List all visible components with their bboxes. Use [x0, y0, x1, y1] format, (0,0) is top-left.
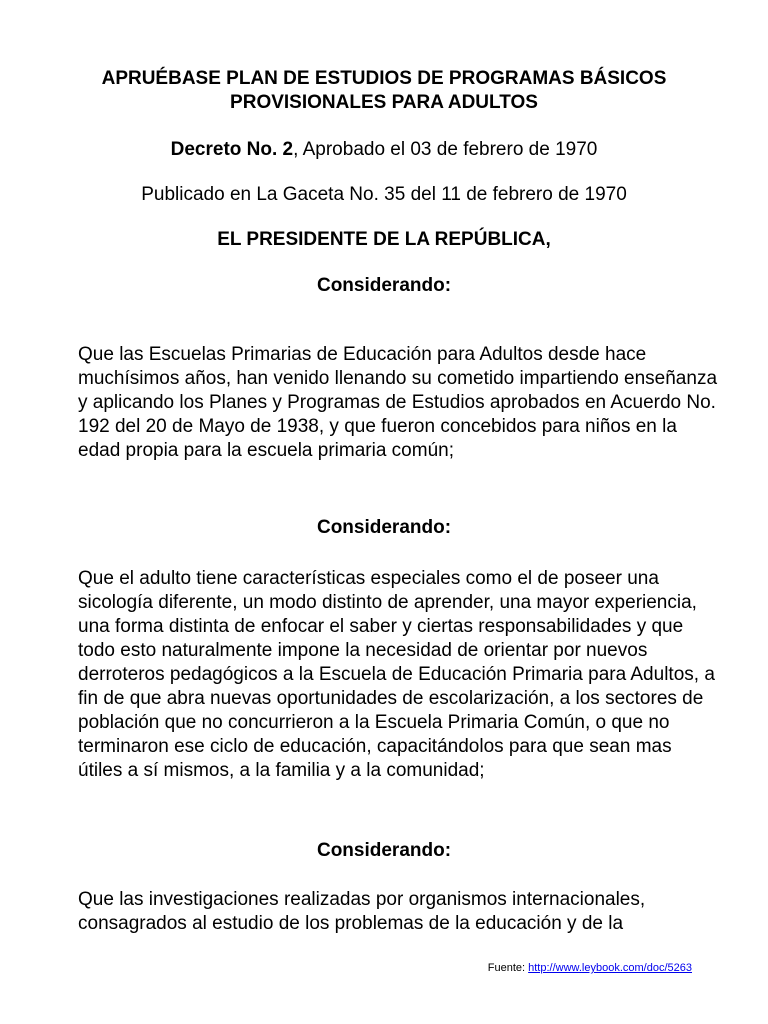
publication-line: Publicado en La Gaceta No. 35 del 11 de febrero de 1970 [141, 184, 627, 205]
document-title: APRUÉBASE PLAN DE ESTUDIOS DE PROGRAMAS BÁSICOS PROVISIONALES PARA ADULTOS [101, 68, 667, 113]
decree-number: Decreto No. 2 [170, 139, 294, 160]
section-heading: Considerando: [316, 275, 452, 296]
section-heading: Considerando: [316, 840, 452, 861]
decree-approval-date: , Aprobado el 03 de febrero de 1970 [293, 139, 598, 160]
decree-line [40, 138, 728, 162]
authority-heading: EL PRESIDENTE DE LA REPÚBLICA, [217, 229, 551, 250]
section-paragraph: Que el adulto tiene características especiales como el de poseer una sicología diferente, un modo distinto de aprender, una mayor experiencia, una forma distinta de enfocar el saber y ciertas responsabilidades y que todo esto naturalmente impone la necesidad de orientar por nuevos derroteros pedagógicos a la Escuela de Educación Primaria para Adultos, a fin de que abra nuevas oportunidades de escolarización, a los sectores de población que no concurrieron a la Escuela Primaria Común, o que no terminaron ese ciclo de educación, capacitándolos para que sean mas útiles a sí mismos, a la familia y a la comunidad; [78, 568, 715, 781]
source-footer [400, 961, 692, 975]
section-paragraph: Que las Escuelas Primarias de Educación para Adultos desde hace muchísimos años, han venido llenando su cometido impartiendo enseñanza y aplicando los Planes y Programas de Estudios aprobados en Acuerdo No. 192 del 20 de Mayo de 1938, y que fueron concebidos para niños en la edad propia para la escuela primaria común; [78, 344, 718, 461]
source-link[interactable]: http://www.leybook.com/doc/5263 [528, 962, 692, 974]
source-label: Fuente: [487, 962, 529, 974]
section-paragraph: Que las investigaciones realizadas por organismos internacionales, consagrados al estudio de los problemas de la educación y de la [78, 889, 646, 934]
section-heading: Considerando: [316, 517, 452, 538]
